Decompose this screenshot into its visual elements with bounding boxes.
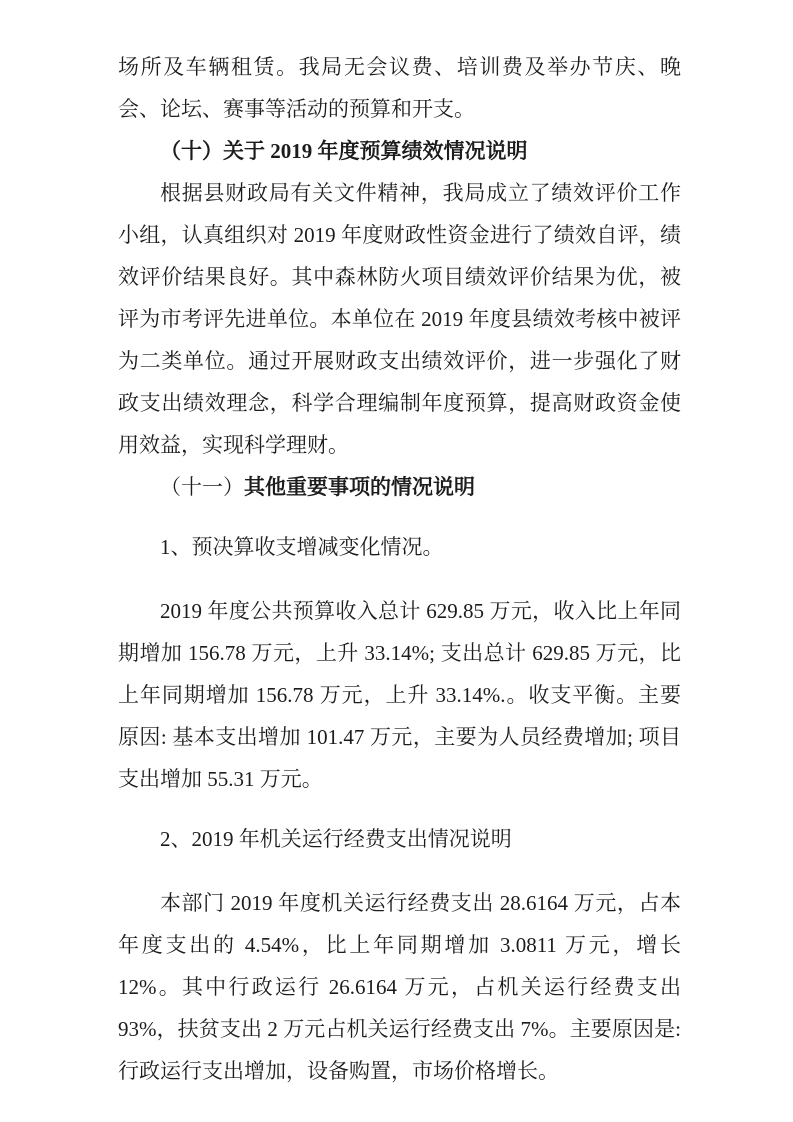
list-item-2-title: 2、2019 年机关运行经费支出情况说明 [160, 827, 512, 851]
paragraph-rental-continuation: 场所及车辆租赁。我局无会议费、培训费及举办节庆、晚会、论坛、赛事等活动的预算和开支。 [118, 55, 681, 121]
heading-section-11-number: （十一） [160, 475, 244, 499]
paragraph-performance-evaluation: 根据县财政局有关文件精神，我局成立了绩效评价工作小组，认真组织对 2019 年度财政性资金进行了绩效自评，绩效评价结果良好。其中森林防火项目绩效评价结果为优，被评为市考评先进单位。本单位在 2019 年度县绩效考核中被评为二类单位。通过开展财政支出绩效评价，进一步强化了财政支出绩效理念，科学合理编制年度预算，提高财政资金使用效益，实现科学理财。 [118, 181, 681, 457]
list-item-1-title: 1、预决算收支增减变化情况。 [160, 535, 444, 559]
heading-section-11 [118, 466, 681, 508]
paragraph-operating-cost: 本部门 2019 年度机关运行经费支出 28.6164 万元，占本年度支出的 4.54%，比上年同期增加 3.0811 万元，增长 12%。其中行政运行 26.6164 万元，占机关运行经费支出 93%，扶贫支出 2 万元占机关运行经费支出 7%。主要原因是: 行政运行支出增加，设备购置，市场价格增长。 [118, 891, 681, 1083]
paragraph-budget-change: 2019 年度公共预算收入总计 629.85 万元，收入比上年同期增加 156.78 万元，上升 33.14%; 支出总计 629.85 万元，比上年同期增加 156.78 万元，上升 33.14%.。收支平衡。主要原因: 基本支出增加 101.47 万元，主要为人员经费增加; 项目支出增加 55.31 万元。 [118, 599, 681, 791]
heading-section-11-title: 其他重要事项的情况说明 [244, 475, 475, 499]
heading-section-10: （十）关于 2019 年度预算绩效情况说明 [160, 139, 528, 163]
